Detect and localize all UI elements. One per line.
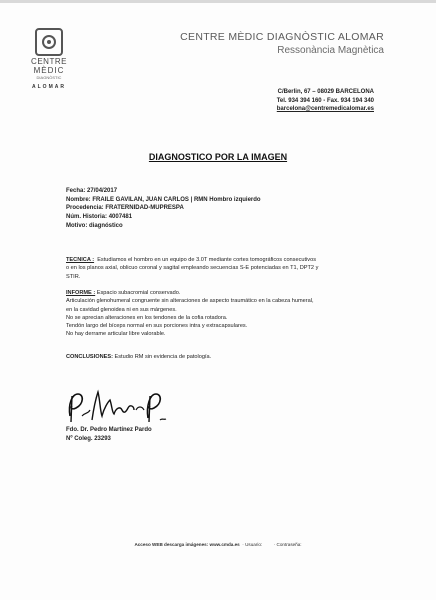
conclusiones-label: CONCLUSIONES: bbox=[66, 354, 113, 360]
informe-label: INFORME : bbox=[66, 290, 96, 296]
meta-paciente: Nombre: FRAILE GAVILAN, JUAN CARLOS | RMN Hombro izquierdo bbox=[66, 196, 261, 203]
logo-line3: DIAGNÒSTIC bbox=[36, 75, 62, 80]
footer-password: · Contraseña: bbox=[273, 542, 302, 547]
scan-edge bbox=[0, 0, 436, 3]
address-street: C/Berlin, 67 – 08029 BARCELONA bbox=[277, 89, 374, 95]
patient-meta bbox=[66, 187, 261, 231]
signer-colegiado: Nº Coleg. 23293 bbox=[66, 435, 111, 442]
document-title: DIAGNOSTICO POR LA IMAGEN bbox=[148, 152, 288, 162]
section-informe: INFORME : Espacio subacromial conservado. Articulación glenohumeral congruente sin alteraciones de aspecto traumático en la cabeza humeral, en la cavidad glenoidea ni en sus márgenes. No se aprecian alteraciones en los tendones de la cofia rotadora. Tendón largo del bíceps normal en sus porciones intra y extracapsulares. No hay derrame articular libre valorable. bbox=[66, 290, 314, 338]
logo-eye-icon bbox=[35, 28, 63, 56]
footer-label: Acceso WEB descarga imágenes: bbox=[134, 542, 209, 547]
clinic-logo bbox=[24, 28, 74, 91]
footer-user: · Usuario: bbox=[242, 542, 263, 547]
address-email: barcelona@centremedicalomar.es bbox=[276, 106, 374, 112]
meta-historia: Núm. Historia: 4007481 bbox=[66, 214, 133, 221]
footer-web-access bbox=[0, 542, 436, 547]
footer-url: www.cmda.es bbox=[209, 542, 240, 547]
logo-line1: CENTRE bbox=[31, 57, 67, 66]
signer-name: Fdo. Dr. Pedro Martínez Pardo bbox=[66, 427, 152, 433]
section-conclusiones: CONCLUSIONES: Estudio RM sin evidencia de patología. bbox=[66, 354, 212, 360]
meta-motivo: Motivo: diagnóstico bbox=[66, 222, 123, 229]
tecnica-label: TECNICA : bbox=[66, 257, 95, 263]
meta-procedencia: Procedencia: FRATERNIDAD-MUPRESPA bbox=[66, 205, 184, 212]
signer-block bbox=[66, 426, 152, 443]
clinic-name: CENTRE MÈDIC DIAGNÒSTIC ALOMAR bbox=[180, 31, 384, 43]
section-tecnica: TECNICA : Estudiamos el hombro en un equipo de 3.0T mediante cortes tomográficos consecutivos o en los planos axial, oblicuo coronal y sagital empleando secuencias S-E potenciadas en T1, DPT2 y STIR. bbox=[66, 257, 319, 280]
logo-line4: ALOMAR bbox=[32, 84, 66, 90]
clinic-subtitle: Ressonància Magnètica bbox=[277, 45, 384, 56]
handwritten-signature bbox=[64, 386, 172, 426]
clinic-address bbox=[277, 88, 374, 114]
logo-line2: MÈDIC bbox=[33, 66, 65, 75]
address-phone: Tel. 934 394 160 - Fax. 934 194 340 bbox=[276, 97, 374, 104]
meta-fecha: Fecha: 27/04/2017 bbox=[66, 188, 118, 194]
